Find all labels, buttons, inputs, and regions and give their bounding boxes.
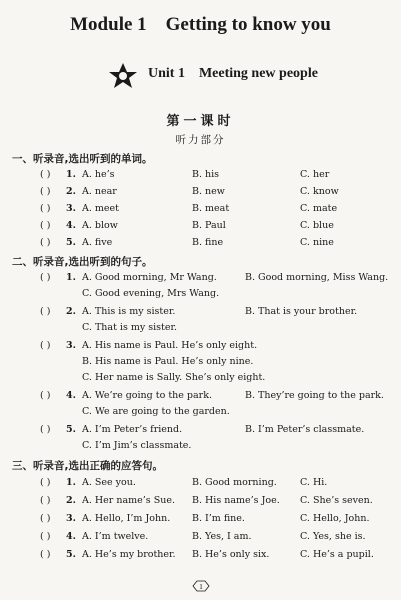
option-c: C. Her name is Sally. She’s only eight.: [82, 372, 266, 383]
question-number: 2.: [66, 186, 76, 197]
option-a: A. meet: [82, 203, 119, 214]
star-icon: [108, 62, 138, 90]
answer-blank[interactable]: ( ): [40, 220, 51, 231]
question-number: 4.: [66, 390, 76, 401]
option-c: C. Hi.: [300, 477, 328, 488]
question-number: 5.: [66, 237, 76, 248]
option-a: A. Her name’s Sue.: [82, 495, 175, 506]
option-b: B. Good morning.: [192, 477, 277, 488]
answer-blank[interactable]: ( ): [40, 390, 51, 401]
question-number: 1.: [66, 169, 76, 180]
option-c: C. blue: [300, 220, 334, 231]
option-c: C. That is my sister.: [82, 322, 177, 333]
answer-blank[interactable]: ( ): [40, 513, 51, 524]
option-a: A. His name is Paul. He’s only eight.: [82, 340, 258, 351]
option-c: C. Yes, she is.: [300, 531, 366, 542]
option-a: A. Hello, I’m John.: [82, 513, 171, 524]
option-c: C. She’s seven.: [300, 495, 373, 506]
option-b: B. new: [192, 186, 225, 197]
option-a: A. I’m twelve.: [82, 531, 149, 542]
option-a: A. near: [82, 186, 117, 197]
question-number: 1.: [66, 477, 76, 488]
answer-blank[interactable]: ( ): [40, 495, 51, 506]
option-a: A. See you.: [82, 477, 136, 488]
question-number: 5.: [66, 424, 76, 435]
option-a: A. five: [82, 237, 113, 248]
option-c: C. know: [300, 186, 339, 197]
question-number: 4.: [66, 531, 76, 542]
answer-blank[interactable]: ( ): [40, 203, 51, 214]
question-number: 2.: [66, 306, 76, 317]
option-b: B. He’s only six.: [192, 549, 270, 560]
option-b: B. That is your brother.: [245, 306, 358, 317]
option-b: B. I’m fine.: [192, 513, 245, 524]
option-a: A. I’m Peter’s friend.: [82, 424, 183, 435]
question-number: 3.: [66, 340, 76, 351]
option-b: B. His name’s Joe.: [192, 495, 280, 506]
option-c: C. He’s a pupil.: [300, 549, 374, 560]
option-b: B. Paul: [192, 220, 226, 231]
answer-blank[interactable]: ( ): [40, 306, 51, 317]
option-c: C. nine: [300, 237, 334, 248]
page-number: 1: [199, 583, 203, 591]
answer-blank[interactable]: ( ): [40, 549, 51, 560]
answer-blank[interactable]: ( ): [40, 237, 51, 248]
option-b: B. meat: [192, 203, 230, 214]
option-c: C. We are going to the garden.: [82, 406, 230, 417]
part-title: 听力部分: [175, 134, 226, 146]
answer-blank[interactable]: ( ): [40, 272, 51, 283]
option-c: C. Hello, John.: [300, 513, 370, 524]
option-c: C. mate: [300, 203, 338, 214]
answer-blank[interactable]: ( ): [40, 531, 51, 542]
section-3-heading: 三、听录音,选出正确的应答句。: [12, 460, 163, 472]
option-b: B. They’re going to the park.: [245, 390, 384, 401]
page-number-badge: [192, 580, 210, 592]
question-number: 1.: [66, 272, 76, 283]
option-c: C. I’m Jim’s classmate.: [82, 440, 192, 451]
module-title: Module 1 Getting to know you: [70, 14, 331, 35]
answer-blank[interactable]: ( ): [40, 340, 51, 351]
option-a: A. blow: [82, 220, 118, 231]
answer-blank[interactable]: ( ): [40, 477, 51, 488]
option-a: A. he’s: [82, 169, 115, 180]
option-b: B. Good morning, Miss Wang.: [245, 272, 389, 283]
option-b: B. I’m Peter’s classmate.: [245, 424, 365, 435]
option-a: A. Good morning, Mr Wang.: [82, 272, 217, 283]
question-number: 3.: [66, 203, 76, 214]
option-a: A. He’s my brother.: [82, 549, 176, 560]
option-a: A. This is my sister.: [82, 306, 176, 317]
unit-title: Unit 1 Meeting new people: [148, 66, 318, 81]
option-b: B. His name is Paul. He’s only nine.: [82, 356, 254, 367]
answer-blank[interactable]: ( ): [40, 186, 51, 197]
lesson-title: 第一课时: [166, 114, 235, 129]
answer-blank[interactable]: ( ): [40, 424, 51, 435]
option-b: B. his: [192, 169, 220, 180]
option-c: C. Good evening, Mrs Wang.: [82, 288, 220, 299]
option-a: A. We’re going to the park.: [82, 390, 212, 401]
question-number: 5.: [66, 549, 76, 560]
section-1-heading: 一、听录音,选出听到的单词。: [12, 153, 153, 165]
answer-blank[interactable]: ( ): [40, 169, 51, 180]
question-number: 4.: [66, 220, 76, 231]
option-b: B. Yes, I am.: [192, 531, 252, 542]
question-number: 2.: [66, 495, 76, 506]
option-c: C. her: [300, 169, 330, 180]
section-2-heading: 二、听录音,选出听到的句子。: [12, 256, 153, 268]
question-number: 3.: [66, 513, 76, 524]
option-b: B. fine: [192, 237, 224, 248]
